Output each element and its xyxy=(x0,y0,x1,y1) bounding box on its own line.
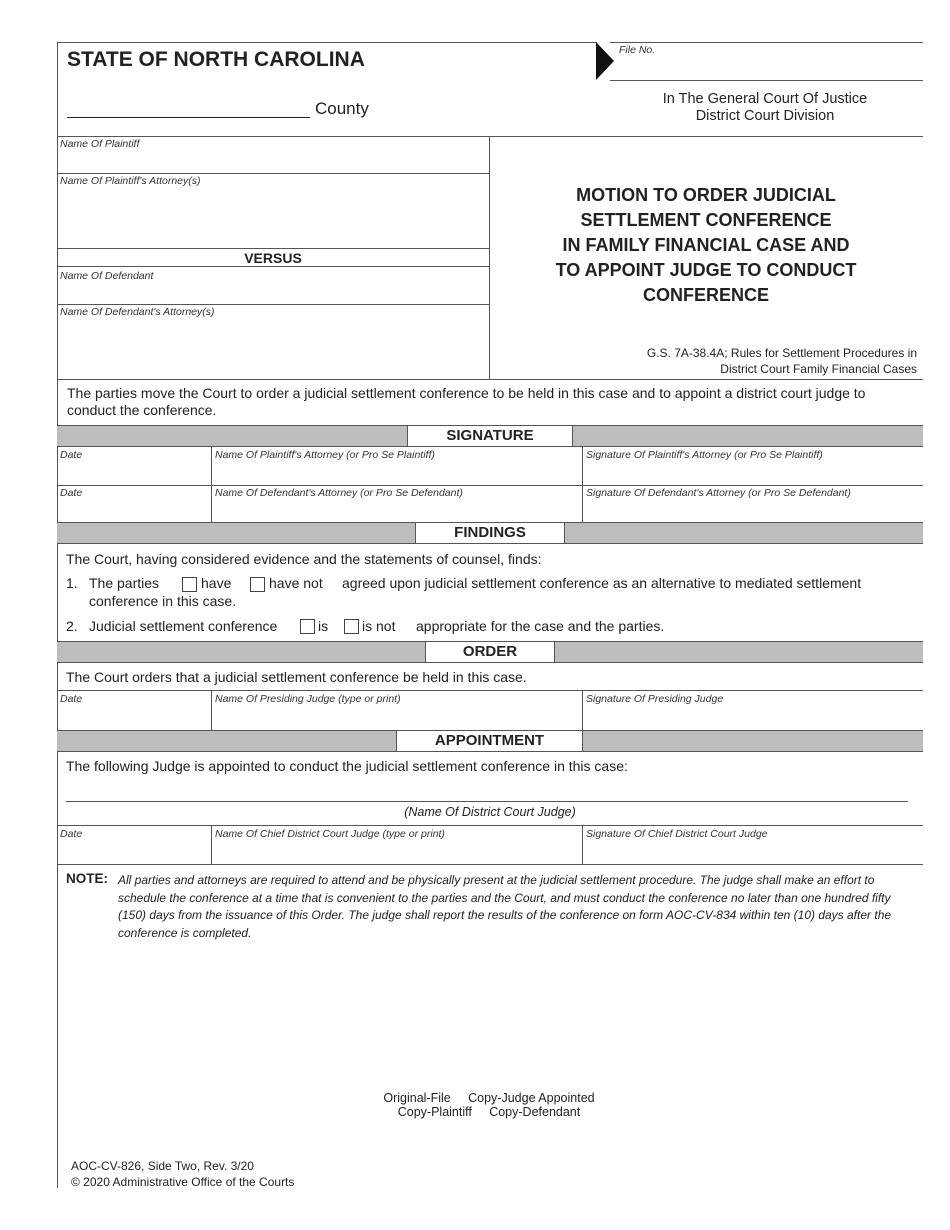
appointment-row-bottom xyxy=(57,864,923,865)
sig-date-1-label: Date xyxy=(60,449,83,461)
finding-2-text: appropriate for the case and the parties. xyxy=(416,618,665,634)
title-line-3: IN FAMILY FINANCIAL CASE AND xyxy=(562,235,850,255)
appointment-col-2 xyxy=(582,825,583,864)
file-no-arrow-icon xyxy=(596,42,616,80)
title-line-4: TO APPOINT JUDGE TO CONDUCT xyxy=(555,260,857,280)
order-date-label: Date xyxy=(60,693,83,705)
is-label: is xyxy=(318,618,329,634)
order-row-top xyxy=(57,690,923,691)
chief-judge-name-label: Name Of Chief District Court Judge (type or print) xyxy=(215,828,445,840)
top-border xyxy=(57,42,597,43)
defendant-attorney-name-label: Name Of Defendant's Attorney (or Pro Se Defendant) xyxy=(215,487,463,499)
have-not-checkbox[interactable] xyxy=(250,577,265,592)
left-border xyxy=(57,42,58,1188)
order-bar xyxy=(57,641,923,663)
order-col-2 xyxy=(582,690,583,730)
court-line-2: District Court Division xyxy=(695,108,835,124)
title-line-2: SETTLEMENT CONFERENCE xyxy=(580,210,832,230)
sig-row-divider xyxy=(57,485,923,486)
finding-2-number: 2. xyxy=(66,618,78,634)
motion-text: The parties move the Court to order a judicial settlement conference to be held in this case and to appoint a district court judge to conduct the conference. xyxy=(67,385,866,418)
appointment-col-1 xyxy=(211,825,212,864)
order-col-1 xyxy=(211,690,212,730)
note-text: All parties and attorneys are required to attend and be physically present at the judicial settlement procedure. The judge shall make an effort to schedule the conference at a time that is convenient to the parties and the Court, and must conduct the conference no later than one hundred fifty (150) days from the issuance of this Order. The judge shall report the results of the conference on form AOC-CV-834 within ten (10) days after the conference is completed. xyxy=(118,873,892,940)
sig-date-2-label: Date xyxy=(60,487,83,499)
appointment-text: The following Judge is appointed to conduct the judicial settlement conference in this case: xyxy=(66,758,628,774)
plaintiff-line[interactable] xyxy=(57,173,489,174)
plaintiff-attorney-label: Name Of Plaintiff's Attorney(s) xyxy=(60,175,201,187)
defendant-attorney-signature-label: Signature Of Defendant's Attorney (or Pro Se Defendant) xyxy=(586,487,851,499)
form-title xyxy=(490,183,922,308)
district-judge-line[interactable] xyxy=(66,801,908,802)
finding-1-prefix: The parties xyxy=(89,575,160,591)
caption-bottom xyxy=(57,379,923,380)
file-no-top-border xyxy=(610,42,923,43)
appointment-date-label: Date xyxy=(60,828,83,840)
have-label: have xyxy=(201,575,232,591)
is-not-checkbox[interactable] xyxy=(344,619,359,634)
order-heading: ORDER xyxy=(425,641,555,663)
have-not-label: have not xyxy=(269,575,323,591)
plaintiff-attorney-line[interactable] xyxy=(57,248,489,249)
is-checkbox[interactable] xyxy=(300,619,315,634)
finding-1-number: 1. xyxy=(66,575,78,591)
form-number: AOC-CV-826, Side Two, Rev. 3/20 xyxy=(71,1159,254,1173)
findings-intro: The Court, having considered evidence and the statements of counsel, finds: xyxy=(66,551,542,567)
distribution-line-1: Original-File Copy-Judge Appointed xyxy=(383,1091,595,1105)
versus-line xyxy=(57,266,489,267)
defendant-label: Name Of Defendant xyxy=(60,270,154,282)
title-line-1: MOTION TO ORDER JUDICIAL xyxy=(576,185,836,205)
findings-bar xyxy=(57,522,923,544)
plaintiff-attorney-signature-label: Signature Of Plaintiff's Attorney (or Pro Se Plaintiff) xyxy=(586,449,823,461)
signature-heading: SIGNATURE xyxy=(407,425,573,447)
defendant-line[interactable] xyxy=(57,304,489,305)
file-no-line[interactable] xyxy=(610,80,923,81)
order-text: The Court orders that a judicial settlement conference be held in this case. xyxy=(66,669,527,685)
chief-judge-signature-label: Signature Of Chief District Court Judge xyxy=(586,828,768,840)
caption-top xyxy=(57,136,923,137)
findings-heading: FINDINGS xyxy=(415,522,565,544)
appointment-bar xyxy=(57,730,923,752)
state-title: STATE OF NORTH CAROLINA xyxy=(67,48,365,71)
signature-bar xyxy=(57,425,923,447)
title-line-5: CONFERENCE xyxy=(642,285,769,305)
copyright: © 2020 Administrative Office of the Courts xyxy=(71,1175,295,1189)
finding-2-prefix: Judicial settlement conference xyxy=(89,618,278,634)
county-label: County xyxy=(315,99,369,118)
finding-1-continued: conference in this case. xyxy=(89,593,237,609)
presiding-judge-name-label: Name Of Presiding Judge (type or print) xyxy=(215,693,401,705)
file-no-label: File No. xyxy=(619,44,656,56)
court-line-1: In The General Court Of Justice xyxy=(662,91,868,107)
statute-line-1: G.S. 7A-38.4A; Rules for Settlement Procedures in xyxy=(646,346,917,360)
presiding-judge-signature-label: Signature Of Presiding Judge xyxy=(586,693,724,705)
have-checkbox[interactable] xyxy=(182,577,197,592)
finding-1-text: agreed upon judicial settlement conference as an alternative to mediated settlement xyxy=(342,575,862,591)
versus-label: VERSUS xyxy=(244,250,302,266)
plaintiff-label: Name Of Plaintiff xyxy=(60,138,140,150)
county-blank-line[interactable] xyxy=(67,117,310,118)
statute-line-2: District Court Family Financial Cases xyxy=(720,362,917,376)
defendant-attorney-label: Name Of Defendant's Attorney(s) xyxy=(60,306,215,318)
appointment-heading: APPOINTMENT xyxy=(396,730,583,752)
appointment-row-top xyxy=(57,825,923,826)
district-judge-label: (Name Of District Court Judge) xyxy=(404,805,576,819)
is-not-label: is not xyxy=(362,618,396,634)
note-label: NOTE: xyxy=(66,871,108,886)
plaintiff-attorney-name-label: Name Of Plaintiff's Attorney (or Pro Se Plaintiff) xyxy=(215,449,435,461)
distribution-line-2: Copy-Plaintiff Copy-Defendant xyxy=(397,1105,581,1119)
